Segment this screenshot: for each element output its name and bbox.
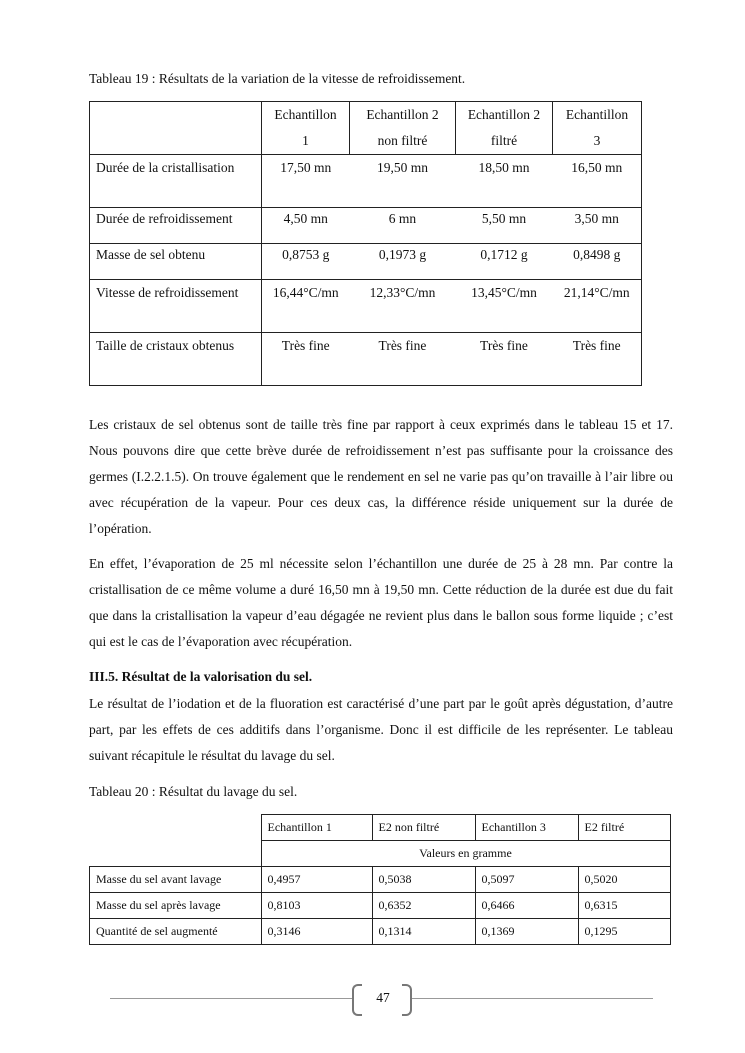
table-row xyxy=(90,280,642,333)
table-cell: 21,14°C/mn xyxy=(553,280,642,333)
table19-header-cell xyxy=(350,102,456,155)
table19 xyxy=(89,101,642,386)
row-label: Durée de refroidissement xyxy=(90,208,262,244)
table20-header-cell: E2 filtré xyxy=(578,815,670,841)
table-cell: 0,8103 xyxy=(261,893,372,919)
table20-corner-cell xyxy=(90,815,262,841)
footer-rule-left xyxy=(110,998,354,999)
table20-header-cell: E2 non filtré xyxy=(372,815,475,841)
table-cell: 0,1712 g xyxy=(456,244,553,280)
header-line-1: Echantillon 2 xyxy=(366,107,439,122)
table-cell: Très fine xyxy=(553,333,642,386)
section-text: Le résultat de l’iodation et de la fluoration est caractérisé d’une part par le goût après dégustation, d’autre part, par les effets de ces additifs dans l’organisme. Donc il est difficile de les représenter. Le tableau suivant récapitule le résultat du lavage du sel. xyxy=(89,696,673,763)
table-cell: 3,50 mn xyxy=(553,208,642,244)
table-cell: 0,5020 xyxy=(578,867,670,893)
table20-header-cell: Echantillon 3 xyxy=(475,815,578,841)
table19-header-cell xyxy=(456,102,553,155)
table-row xyxy=(90,208,642,244)
table-cell: 13,45°C/mn xyxy=(456,280,553,333)
table-cell: 12,33°C/mn xyxy=(350,280,456,333)
header-line-2: non filtré xyxy=(377,133,428,148)
table-cell: 16,44°C/mn xyxy=(262,280,350,333)
table-cell: Très fine xyxy=(350,333,456,386)
table-cell: 0,8753 g xyxy=(262,244,350,280)
footer-bracket-right xyxy=(402,984,412,1016)
table19-caption: Tableau 19 : Résultats de la variation de la vitesse de refroidissement. xyxy=(89,71,466,86)
table-cell: 6 mn xyxy=(350,208,456,244)
row-label: Vitesse de refroidissement xyxy=(90,280,262,333)
row-label: Masse de sel obtenu xyxy=(90,244,262,280)
table20-header-row xyxy=(90,815,671,841)
table20-corner-cell xyxy=(90,841,262,867)
table19-header-cell xyxy=(262,102,350,155)
table-row xyxy=(90,893,671,919)
table19-header-cell xyxy=(553,102,642,155)
table20-header-cell: Echantillon 1 xyxy=(261,815,372,841)
table-cell: 19,50 mn xyxy=(350,155,456,208)
header-line-1: Echantillon xyxy=(565,107,629,122)
table-cell: 0,1973 g xyxy=(350,244,456,280)
table-cell: Très fine xyxy=(262,333,350,386)
section-title: III.5. Résultat de la valorisation du sel. xyxy=(89,669,313,684)
table-cell: 5,50 mn xyxy=(456,208,553,244)
table-cell: 17,50 mn xyxy=(262,155,350,208)
header-line-2: 1 xyxy=(302,133,309,148)
table-cell: 0,8498 g xyxy=(553,244,642,280)
table-row xyxy=(90,333,642,386)
table-cell: 0,5038 xyxy=(372,867,475,893)
table-cell: 0,4957 xyxy=(261,867,372,893)
table-row xyxy=(90,244,642,280)
row-label: Taille de cristaux obtenus xyxy=(90,333,262,386)
table-cell: 0,1369 xyxy=(475,919,578,945)
row-label: Masse du sel après lavage xyxy=(90,893,262,919)
table-cell: 16,50 mn xyxy=(553,155,642,208)
table-cell: 0,1295 xyxy=(578,919,670,945)
row-label: Durée de la cristallisation xyxy=(90,155,262,208)
table20-caption: Tableau 20 : Résultat du lavage du sel. xyxy=(89,784,298,799)
table-cell: 4,50 mn xyxy=(262,208,350,244)
header-line-1: Echantillon 2 xyxy=(467,107,541,122)
table-cell: 0,6315 xyxy=(578,893,670,919)
page-number: 47 xyxy=(376,990,390,1005)
header-line-1: Echantillon xyxy=(274,107,337,122)
paragraph: En effet, l’évaporation de 25 ml nécessite selon l’échantillon une durée de 25 à 28 mn. Par contre la cristallisation de ce même volume a duré 16,50 mn à 19,50 mn. Cette réduction de la durée est due du fait que dans la cristallisation la vapeur d’eau dégagée ne revient plus dans le ballon sous forme liquide ; c’est qui est le cas de l’évaporation avec récupération. xyxy=(89,556,673,649)
header-line-2: filtré xyxy=(490,133,518,148)
table20-unit-row xyxy=(90,841,671,867)
table-cell: 18,50 mn xyxy=(456,155,553,208)
table-row xyxy=(90,867,671,893)
row-label: Masse du sel avant lavage xyxy=(90,867,262,893)
header-line-2: 3 xyxy=(593,133,601,148)
table-row xyxy=(90,919,671,945)
table-row xyxy=(90,155,642,208)
table-cell: 0,3146 xyxy=(261,919,372,945)
paragraph: Les cristaux de sel obtenus sont de taille très fine par rapport à ceux exprimés dans le tableau 15 et 17. Nous pouvons dire que cette brève durée de refroidissement n’est pas suffisante pour la croissance des germes (I.2.2.1.5). On trouve également que le rendement en sel ne varie pas qu’on travaille à l’air libre ou avec récupération de la vapeur. Pour ces deux cas, la différence réside uniquement sur la durée de l’opération. xyxy=(89,417,673,536)
footer-rule-right xyxy=(412,998,653,999)
row-label: Quantité de sel augmenté xyxy=(90,919,262,945)
table-cell: Très fine xyxy=(456,333,553,386)
table20 xyxy=(89,814,671,945)
table-cell: 0,1314 xyxy=(372,919,475,945)
table19-header-row xyxy=(90,102,642,155)
unit-label: Valeurs en gramme xyxy=(261,841,670,867)
table-cell: 0,6352 xyxy=(372,893,475,919)
table19-corner-cell xyxy=(90,102,262,155)
table-cell: 0,5097 xyxy=(475,867,578,893)
table-cell: 0,6466 xyxy=(475,893,578,919)
